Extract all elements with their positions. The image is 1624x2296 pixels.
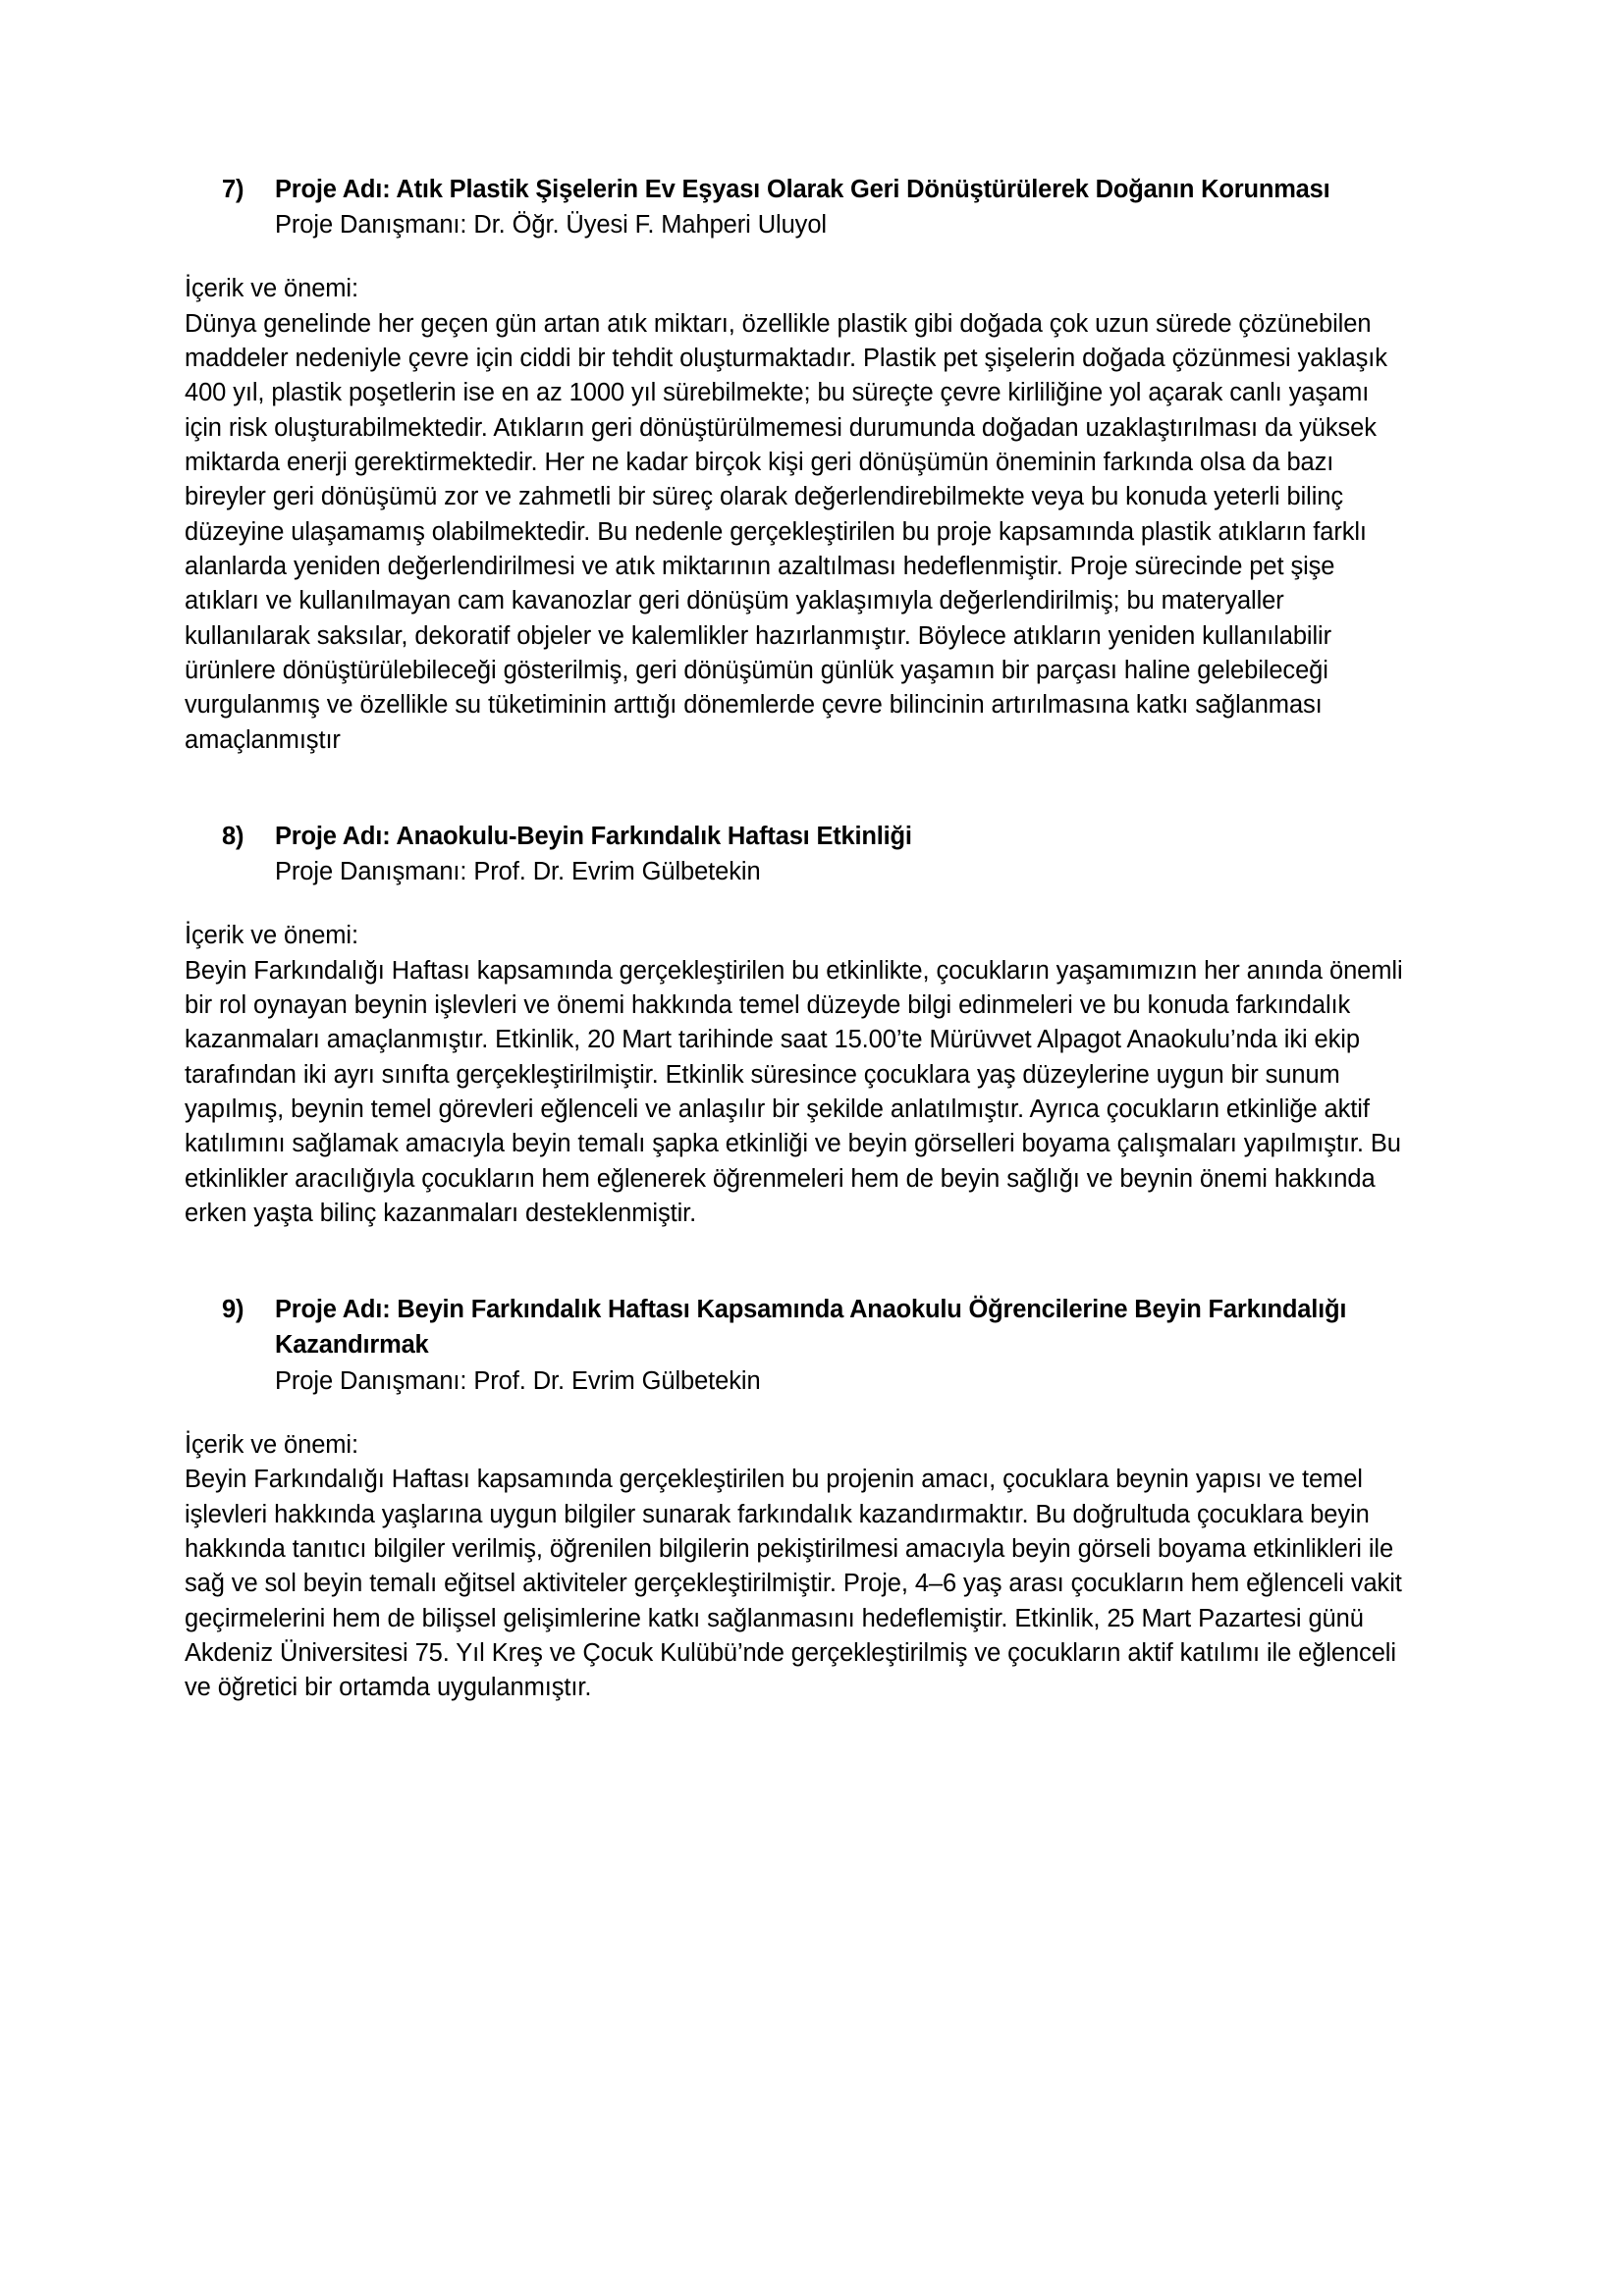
project-heading-7 [185,172,1413,207]
spacer [185,758,1413,819]
list-marker-9: 9) [222,1296,244,1324]
spacer [185,242,1413,272]
project-body-8: Beyin Farkındalığı Haftası kapsamında gerçekleştirilen bu etkinlikte, çocukların yaşamımızın her anında önemli bir rol oynayan beynin işlevleri ve önemi hakkında temel düzeyde bilgi edinmeleri ve bu konuda farkındalık kazanmaları amaçlanmıştır. Etkinlik, 20 Mart tarihinde saat 15.00’te Mürüvvet Alpagot Anaokulu’nda iki ekip tarafından iki ayrı sınıfta gerçekleştirilmiştir. Etkinlik süresince çocuklara yaş düzeylerine uygun bir sunum yapılmış, beynin temel görevleri eğlenceli ve anlaşılır bir şekilde anlatılmıştır. Ayrıca çocukların etkinliğe aktif katılımını sağlamak amacıyla beyin temalı şapka etkinliği ve beyin görselleri boyama çalışmaları yapılmıştır. Bu etkinlikler aracılığıyla çocukların hem eğlenerek öğrenmeleri hem de beyin sağlığı ve beynin önemi hakkında erken yaşta bilinç kazanmaları desteklenmiştir. [185,956,1403,1227]
project-body-9: Beyin Farkındalığı Haftası kapsamında gerçekleştirilen bu projenin amacı, çocuklara beynin yapısı ve temel işlevleri hakkında yaşlarına uygun bilgiler sunarak farkındalık kazandırmaktır. Bu doğrultuda çocuklara beyin hakkında tanıtıcı bilgiler verilmiş, öğrenilen bilgilerin pekiştirilmesi amacıyla beyin görseli boyama etkinlikleri ile sağ ve sol beyin temalı eğitsel aktiviteler gerçekleştirilmiştir. Proje, 4–6 yaş arası çocukların hem eğlenceli vakit geçirmelerini hem de bilişsel gelişimlerine katkı sağlanmasını hedeflemiştir. Etkinlik, 25 Mart Pazartesi günü Akdeniz Üniversitesi 75. Yıl Kreş ve Çocuk Kulübü’nde gerçekleştirilmiş ve çocukların aktif katılımı ile eğlenceli ve öğretici bir ortamda uygulanmıştır. [185,1466,1402,1702]
spacer [185,889,1413,919]
project-entry-9 [185,1292,1413,1705]
project-entry-7 [185,172,1413,758]
project-advisor-7: Proje Danışmanı: Dr. Öğr. Üyesi F. Mahperi Uluyol [275,211,827,240]
content-label-8: İçerik ve önemi: [185,922,358,950]
spacer [185,1399,1413,1428]
list-marker-8: 8) [222,822,244,850]
project-body-7: Dünya genelinde her geçen gün artan atık miktarı, özellikle plastik gibi doğada çok uzun sürede çözünebilen maddeler nedeniyle çevre için ciddi bir tehdit oluşturmaktadır. Plastik pet şişelerin doğada çözünmesi yaklaşık 400 yıl, plastik poşetlerin ise en az 1000 yıl sürebilmekte; bu süreçte çevre kirliliğine yol açarak canlı yaşamı için risk oluşturabilmektedir. Atıkların geri dönüştürülmemesi durumunda doğadan uzaklaştırılması da yüksek miktarda enerji gerektirmektedir. Her ne kadar birçok kişi geri dönüşümün öneminin farkında olsa da bazı bireyler geri dönüşümü zor ve zahmetli bir süreç olarak değerlendirebilmekte veya bu konuda yeterli bilinç düzeyine ulaşamamış olabilmektedir. Bu nedenle gerçekleştirilen bu proje kapsamında plastik atıkların farklı alanlarda yeniden değerlendirilmesi ve atık miktarının azaltılması hedeflenmiştir. Proje sürecinde pet şişe atıkları ve kullanılmayan cam kavanozlar geri dönüşüm yaklaşımıyla değerlendirilmiş; bu materyaller kullanılarak saksılar, dekoratif objeler ve kalemlikler hazırlanmıştır. Böylece atıkların yeniden kullanılabilir ürünlere dönüştürülebileceği gösterilmiş, geri dönüşümün günlük yaşamın bir parçası haline gelebileceği vurgulanmış ve özellikle su tüketiminin arttığı dönemlerde çevre bilincinin artırılmasına katkı sağlanması amaçlanmıştır [185,309,1387,754]
list-marker-7: 7) [222,176,244,203]
spacer [185,1231,1413,1292]
project-heading-8 [185,819,1413,854]
content-label-9: İçerik ve önemi: [185,1430,358,1459]
document-body [185,172,1413,1705]
project-title-9: Proje Adı: Beyin Farkındalık Haftası Kapsamında Anaokulu Öğrencilerine Beyin Farkındalığı Kazandırmak [275,1296,1347,1360]
project-advisor-8: Proje Danışmanı: Prof. Dr. Evrim Gülbetekin [275,858,761,886]
content-label-7: İçerik ve önemi: [185,275,358,303]
project-heading-9 [185,1292,1413,1362]
project-entry-8 [185,819,1413,1231]
project-advisor-9: Proje Danışmanı: Prof. Dr. Evrim Gülbetekin [275,1366,761,1395]
project-title-7: Proje Adı: Atık Plastik Şişelerin Ev Eşyası Olarak Geri Dönüştürülerek Doğanın Korunması [275,176,1330,203]
project-title-8: Proje Adı: Anaokulu-Beyin Farkındalık Haftası Etkinliği [275,822,912,850]
